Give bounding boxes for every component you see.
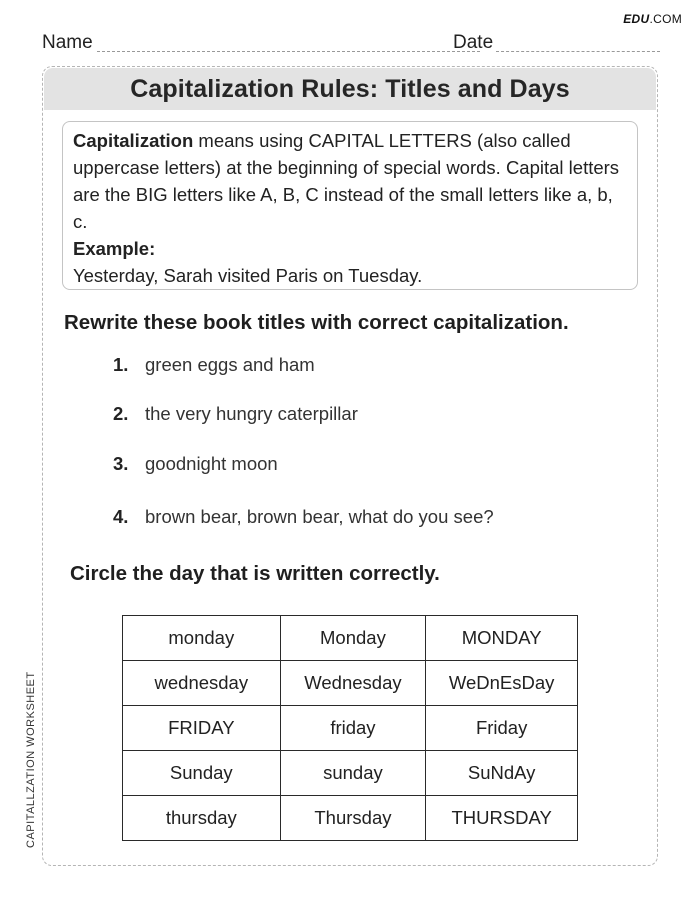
list-item (113, 453, 278, 475)
day-option[interactable]: Wednesday (280, 661, 426, 706)
date-label: Date (453, 32, 494, 53)
table-row (123, 661, 578, 706)
table-row (123, 616, 578, 661)
day-option[interactable]: thursday (123, 796, 281, 841)
brand-logo-bold: EDU (623, 12, 650, 26)
section1-instruction: Rewrite these book titles with correct capitalization. (64, 311, 569, 334)
date-field[interactable] (496, 51, 660, 52)
day-option[interactable]: Monday (280, 616, 426, 661)
brand-logo (623, 12, 682, 26)
list-item (113, 403, 358, 425)
day-option[interactable]: monday (123, 616, 281, 661)
day-option[interactable]: THURSDAY (426, 796, 578, 841)
item-number: 3. (113, 453, 129, 474)
section2-instruction: Circle the day that is written correctly. (70, 562, 440, 585)
definition-term: Capitalization (73, 130, 194, 151)
day-option[interactable]: friday (280, 706, 426, 751)
name-label: Name (42, 32, 93, 53)
day-option[interactable]: Thursday (280, 796, 426, 841)
definition-box (62, 121, 638, 290)
day-option[interactable]: Friday (426, 706, 578, 751)
item-number: 1. (113, 354, 129, 375)
list-item (113, 354, 315, 376)
page-title: Capitalization Rules: Titles and Days (130, 74, 570, 103)
name-date-header (42, 32, 660, 54)
name-field[interactable] (97, 51, 480, 52)
table-row (123, 751, 578, 796)
day-option[interactable]: Sunday (123, 751, 281, 796)
days-table (122, 615, 578, 841)
brand-logo-suffix: .COM (649, 12, 682, 26)
definition-text: means using CAPITAL LETTERS (also called uppercase letters) at the beginning of special words. Capital letters are the BIG letters like A, B, C instead of the small letters like a, b, c. (73, 130, 620, 232)
day-option[interactable]: sunday (280, 751, 426, 796)
item-number: 4. (113, 506, 129, 527)
list-item (113, 506, 494, 528)
item-text: green eggs and ham (145, 354, 315, 375)
side-label: CAPITALLZATION WORKSHEET (25, 671, 37, 848)
example-label: Example: (73, 238, 156, 259)
item-number: 2. (113, 403, 129, 424)
day-option[interactable]: wednesday (123, 661, 281, 706)
item-text: the very hungry caterpillar (145, 403, 358, 424)
day-option[interactable]: MONDAY (426, 616, 578, 661)
example-text: Yesterday, Sarah visited Paris on Tuesday. (73, 265, 423, 286)
day-option[interactable]: WeDnEsDay (426, 661, 578, 706)
title-bar (44, 68, 656, 110)
table-row (123, 796, 578, 841)
item-text: brown bear, brown bear, what do you see? (145, 506, 494, 527)
table-row (123, 706, 578, 751)
day-option[interactable]: SuNdAy (426, 751, 578, 796)
day-option[interactable]: FRIDAY (123, 706, 281, 751)
item-text: goodnight moon (145, 453, 278, 474)
